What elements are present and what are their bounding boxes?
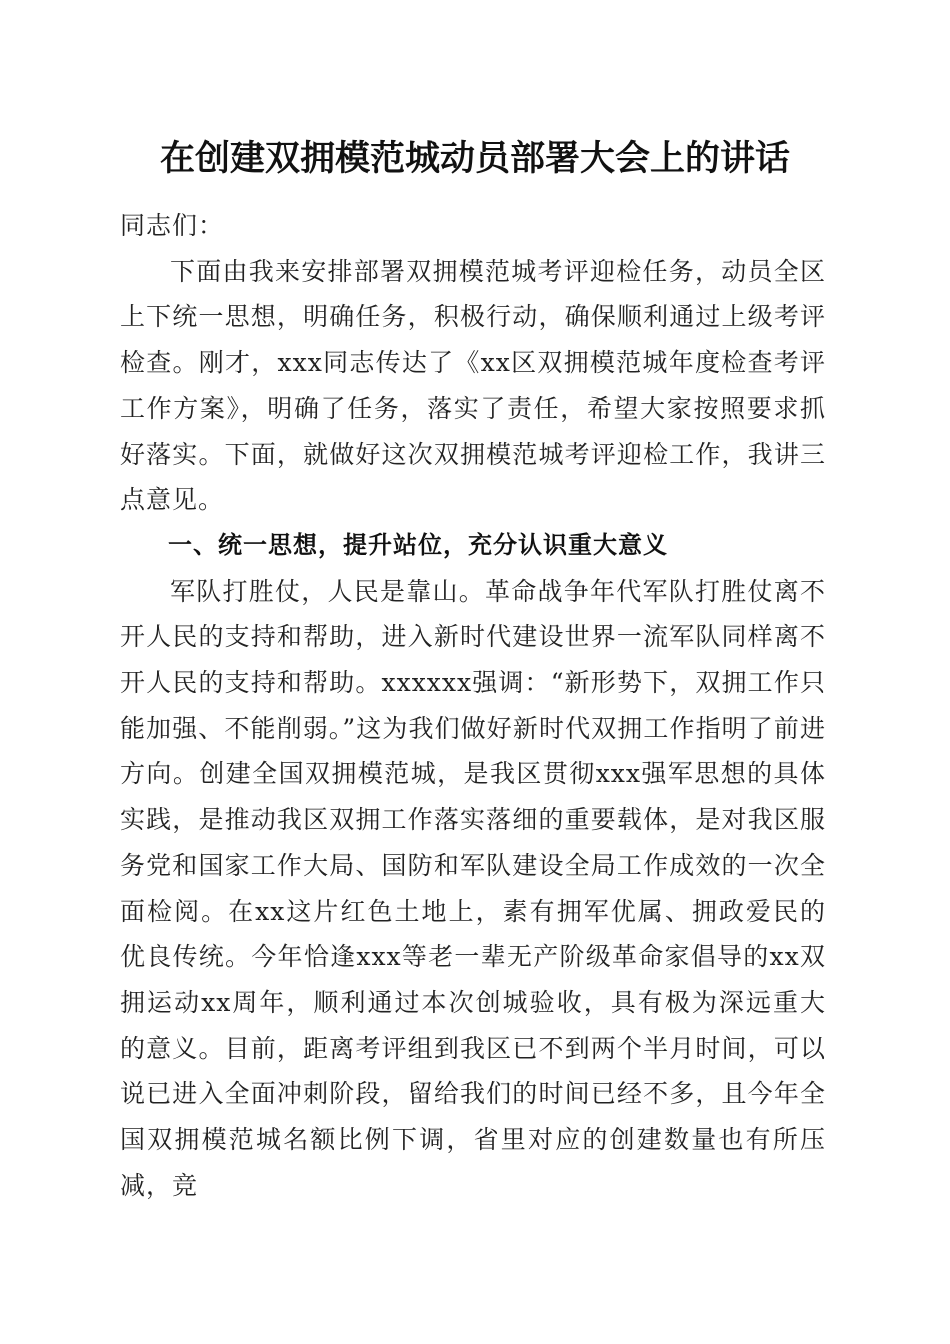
salutation: 同志们： xyxy=(120,211,225,240)
section-heading: 一、统一思想，提升站位，充分认识重大意义 xyxy=(168,530,668,559)
intro-paragraph: 下面由我来安排部署双拥模范城考评迎检任务，动员全区上下统一思想，明确任务，积极行动，确保顺利通过上级考评检查。刚才，xxx同志传达了《xx区双拥模范城年度检查考评工作方案》，明确了任务，落实了责任，希望大家按照要求抓好落实。下面，就做好这次双拥模范城考评迎检工作，我讲三点意见。 xyxy=(120,256,826,515)
document-title: 在创建双拥模范城动员部署大会上的讲话 xyxy=(159,138,790,179)
document-body xyxy=(120,203,826,1208)
section-paragraph: 军队打胜仗，人民是靠山。革命战争年代军队打胜仗离不开人民的支持和帮助，进入新时代建设世界一流军队同样离不开人民的支持和帮助。xxxxxx强调：“新形势下，双拥工作只能加强、不能削弱。”这为我们做好新时代双拥工作指明了前进方向。创建全国双拥模范城，是我区贯彻xxx强军思想的具体实践，是推动我区双拥工作落实落细的重要载体，是对我区服务党和国家工作大局、国防和军队建设全局工作成效的一次全面检阅。在xx这片红色土地上，素有拥军优属、拥政爱民的优良传统。今年恰逢xxx等老一辈无产阶级革命家倡导的xx双拥运动xx周年，顺利通过本次创城验收，具有极为深远重大的意义。目前，距离考评组到我区已不到两个半月时间，可以说已进入全面冲刺阶段，留给我们的时间已经不多，且今年全国双拥模范城名额比例下调，省里对应的创建数量也有所压减，竞 xyxy=(120,576,826,1200)
